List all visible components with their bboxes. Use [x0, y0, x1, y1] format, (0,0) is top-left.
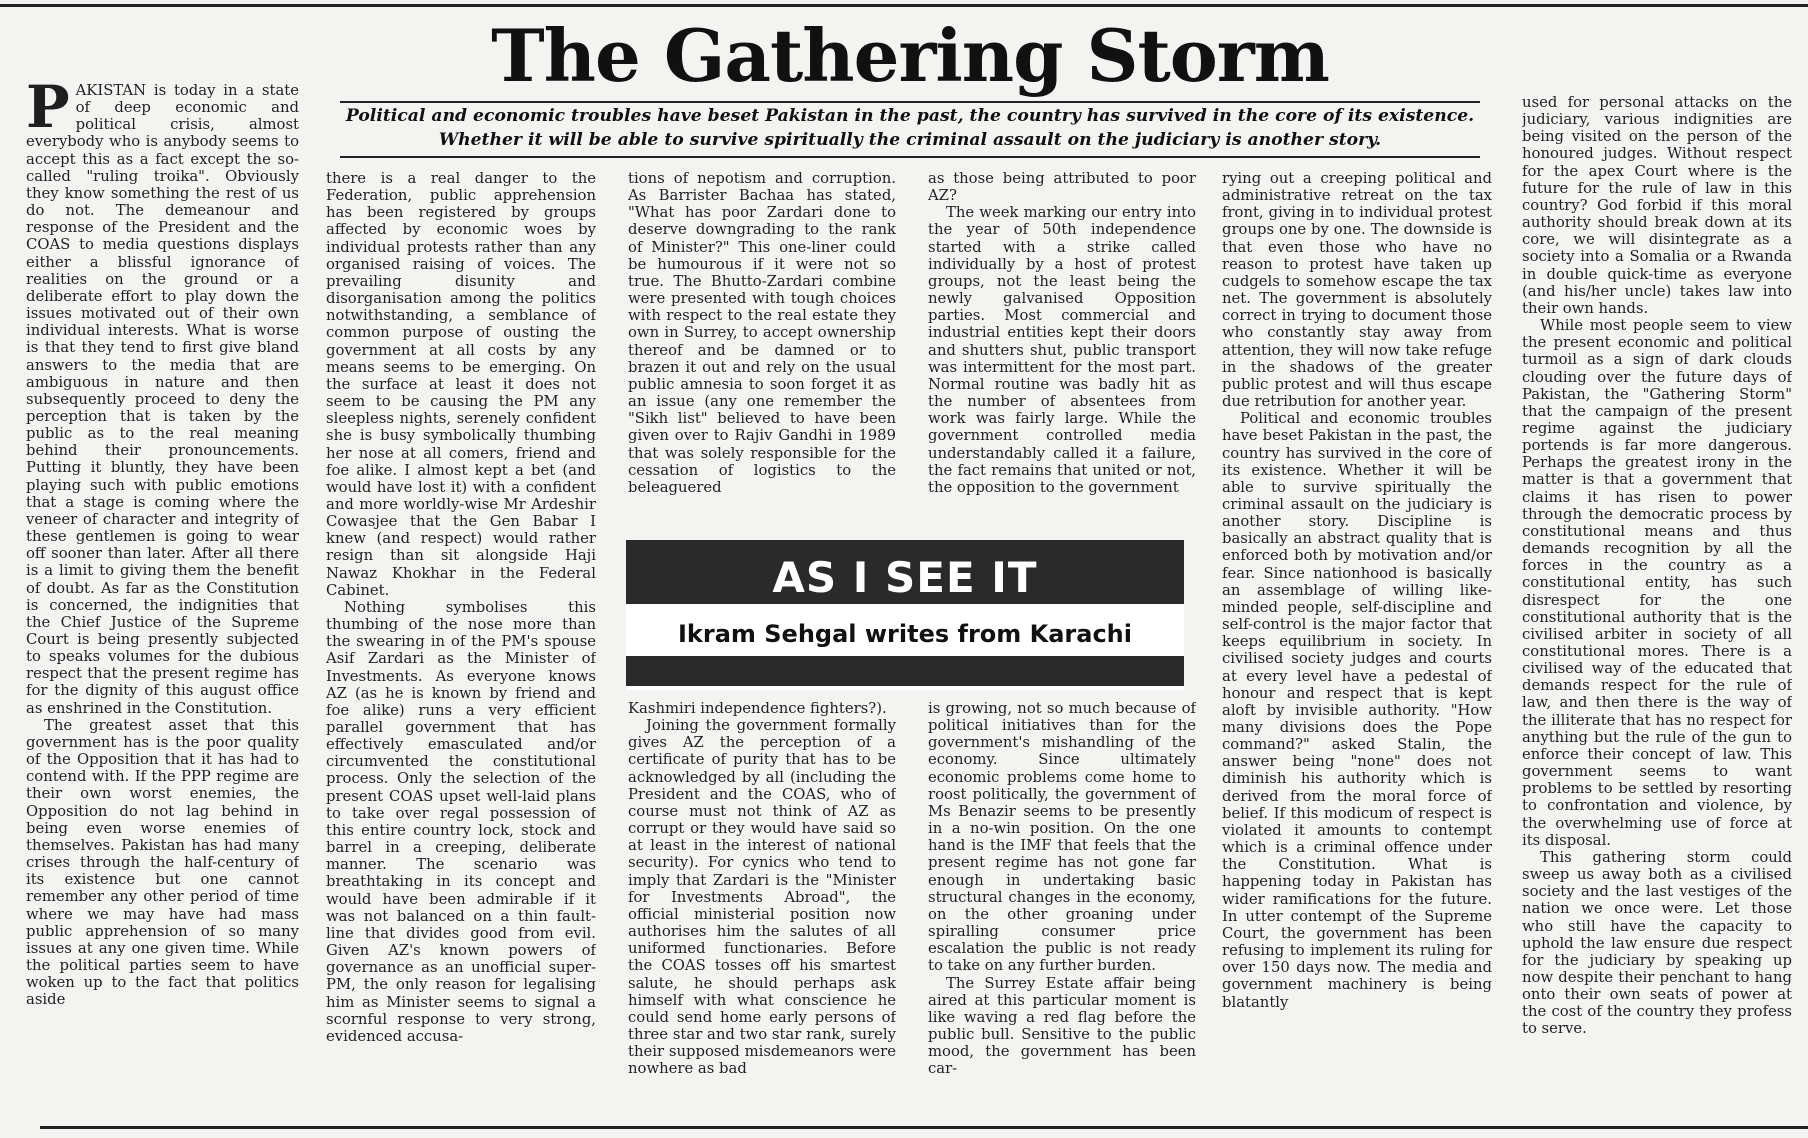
box-byline: Ikram Sehgal writes from Karachi — [677, 620, 1132, 648]
box-bottom-bar — [626, 656, 1184, 686]
column-6 — [1522, 94, 1792, 1124]
col5-para-1: rying out a creeping political and administrative retreat on the tax front, giving in to individual protest groups one by one. The downside is that even those who have no reason to protest have taken up cudgels to somehow escape the tax net. The government is absolutely correct in trying to document those who constantly stay away from attention, they will now take refuge in the shadows of the greater public protest and will thus escape due retribution for another year. — [1222, 170, 1492, 411]
headline: The Gathering Storm — [491, 13, 1329, 98]
standfirst-bottom-rule — [340, 156, 1480, 158]
col3-para-1: tions of nepotism and corruption. As Barrister Bachaa has stated, "What has poor Zardari done to deserve downgrading to the rank of Minister?" This one-liner could be humourous if it were not so true. The Bhutto-Zardari combine were presented with tough choices with respect to the real estate they own in Surrey, to accept ownership thereof and be damned or to brazen it out and rely on the usual public amnesia to soon forget it as an issue (any one remember the "Sikh list" believed to have been given over to Rajiv Gandhi in 1989 that was solely responsible for the cessation of logistics to the beleaguered — [628, 170, 896, 496]
col6-para-3: This gathering storm could sweep us away both as a civilised society and the last vestiges of the nation we once were. Let those who still have the capacity to uphold the law ensure due respect for the judiciary by speaking up now despite their penchant to hang onto their own seats of power at the cost of the country they profess to serve. — [1522, 848, 1792, 1038]
box-kicker: AS I SEE IT — [772, 553, 1038, 602]
col6-para-2: While most people seem to view the present economic and political turmoil as a sign of dark clouds clouding over the future days of Pakistan, the "Gathering Storm" that the campaign of the present regime against the judiciary portends is far more dangerous. Perhaps the greatest irony in the matter is that a government that claims it has risen to power through the democratic process by constitutional means and thus demands recognition by all the forces in the country as a constitutional entity, has such disrespect for the one constitutional authority that is the civilised arbiter in society of all constitutional mores. There is a civilised way of the educated that demands respect for the rule of law, and then there is the way of the illiterate that has no respect for anything but the rule of the gun to enforce their concept of law. This government seems to want problems to be settled by resorting to confrontation and violence, by the overwhelming use of force at its disposal. — [1522, 317, 1792, 849]
col4-para-1: as those being attributed to poor AZ? — [928, 170, 1196, 205]
column-4-bottom — [928, 700, 1196, 1124]
standfirst-top-rule — [340, 101, 1480, 103]
column-1 — [26, 82, 299, 1124]
col4-para-2: The week marking our entry into the year of 50th independence started with a strike called individually by a host of protest groups, not the least being the newly galvanised Opposition parties. Most commercial and industrial entities kept their doors and shutters shut, public transport was intermittent for the most part. Normal routine was badly hit as the number of absentees from work was fairly large. While the government controlled media understandably called it a failure, the fact remains that united or not, the opposition to the government — [928, 204, 1196, 496]
col1-para-1: AKISTAN is today in a state of deep economic and political crisis, almost everybody who is anybody seems to accept this as a fact except the so-called "ruling troika". Obviously they know something the rest of us do not. The demeanour and response of the President and the COAS to media questions displays either a blissful ignorance of realities on the ground or a deliberate effort to play down the issues motivated out of their own individual interests. What is worse is that they tend to first give bland answers to the media that are ambiguous in nature and then subsequently proceed to deny the perception that is taken by the public as to the real meaning behind their pronouncements. Putting it bluntly, they have been playing such with public emotions that a stage is coming where the veneer of character and integrity of these gentlemen is going to wear off sooner than later. After all there is a limit to giving them the benefit of doubt. As far as the Constitution is concerned, the indignities that the Chief Justice of the Supreme Court is being presently subjected to speaks volumes for the dubious respect that the present regime has for the dignity of this august office as enshrined in the Constitution. — [26, 82, 299, 717]
col2-para-1: there is a real danger to the Federation, public apprehension has been registered by groups affected by economic woes by individual protests rather than any organised raising of voices. The prevailing disunity and disorganisation among the politics notwithstanding, a semblance of common purpose of ousting the government at all costs by any means seems to be emerging. On the surface at least it does not seem to be causing the PM any sleepless nights, serenely confident she is busy symbolically thumbing her nose at all comers, friend and foe alike. I almost kept a bet (and would have lost it) with a confident and more worldly-wise Mr Ardeshir Cowasjee that the Gen Babar I knew (and respect) would rather resign than sit alongside Haji Nawaz Khokhar in the Federal Cabinet. — [326, 170, 596, 599]
col4-para-3: is growing, not so much because of political initiatives than for the government's mishandling of the economy. Since ultimately economic problems come home to roost politically, the government of Ms Benazir seems to be presently in a no-win position. On the one hand is the IMF that feels that the present regime has not gone far enough in undertaking basic structural changes in the economy, on the other groaning under spiralling consumer price escalation the public is not ready to take on any further burden. — [928, 700, 1196, 975]
column-header-box — [626, 540, 1184, 690]
col4-para-4: The Surrey Estate affair being aired at this particular moment is like waving a red flag before the public bull. Sensitive to the public mood, the government has been car- — [928, 974, 1196, 1078]
col6-para-1: used for personal attacks on the judiciary, various indignities are being visited on the person of the honoured judges. Without respect for the apex Court where is the future for the rule of law in this country? God forbid if this moral authority should break down at its core, we will disintegrate as a society into a Somalia or a Rwanda in double quick-time as everyone (and his/her uncle) takes law into their own hands. — [1522, 94, 1792, 317]
col2-para-2: Nothing symbolises this thumbing of the nose more than the swearing in of the PM's spouse Asif Zardari as the Minister of Investments. As everyone knows AZ (as he is known by friend and foe alike) runs a very efficient parallel government that has effectively emasculated and/or circumvented the constitutional process. Only the selection of the present COAS upset well-laid plans to take over regal possession of this entire country lock, stock and barrel in a creeping, deliberate manner. The scenario was breathtaking in its concept and would have been admirable if it was not balanced on a thin fault-line that divides good from evil. Given AZ's known powers of governance as an unofficial super-PM, the only reason for legalising him as Minister seems to signal a scornful response to very strong, evidenced accusa- — [326, 598, 596, 1045]
top-rule — [0, 4, 1808, 7]
column-5 — [1222, 170, 1492, 1124]
column-4-top — [928, 170, 1196, 532]
col3-para-3: Joining the government formally gives AZ the perception of a certificate of purity that has to be acknowledged by all (including the President and the COAS, who of course must not think of AZ as corrupt or they would have said so at least in the interest of national security). For cynics who tend to imply that Zardari is the "Minister for Investments Abroad", the official ministerial position now authorises him the salutes of all uniformed functionaries. Before the COAS tosses off his smartest salute, he should perhaps ask himself with what conscience he could send home early persons of three star and two star rank, surely their supposed misdemeanors were nowhere as bad — [628, 717, 896, 1078]
drop-cap: P — [26, 82, 70, 141]
standfirst: Political and economic troubles have beset Pakistan in the past, the country has survived in the core of its existence. Whether it will be able to survive spiritually the criminal assault on the judiciary is another story. — [345, 106, 1475, 150]
column-3-top — [628, 170, 896, 532]
column-3-bottom — [628, 700, 896, 1124]
column-2 — [326, 170, 596, 1124]
bottom-rule — [40, 1126, 1808, 1129]
col3-para-2: Kashmiri independence fighters?). — [628, 700, 887, 717]
col1-para-2: The greatest asset that this government has is the poor quality of the Opposition that it has had to contend with. If the PPP regime are their own worst enemies, the Opposition do not lag behind in being even worse enemies of themselves. Pakistan has had many crises through the half-century of its existence but one cannot remember any other period of time where we may have had mass public apprehension of so many issues at any one given time. While the political parties seem to have woken up to the fact that politics aside — [26, 716, 299, 1009]
col5-para-2: Political and economic troubles have beset Pakistan in the past, the country has survived in the core of its existence. Whether it will be able to survive spiritually the criminal assault on the judiciary is another story. Discipline is basically an abstract quality that is enforced both by motivation and/or fear. Since nationhood is basically an assemblage of willing like-minded people, self-discipline and self-control is the major factor that keeps equilibrium in society. In civilised society judges and courts at every level have a pedestal of honour and respect that is kept aloft by invisible authority. "How many divisions does the Pope command?" asked Stalin, the answer being "none" does not diminish his authority which is derived from the moral force of belief. If this modicum of respect is violated it amounts to contempt which is a criminal offence under the Constitution. What is happening today in Pakistan has wider ramifications for the future. In utter contempt of the Supreme Court, the government has been refusing to implement its ruling for over 150 days now. The media and government machinery is being blatantly — [1222, 410, 1492, 1011]
